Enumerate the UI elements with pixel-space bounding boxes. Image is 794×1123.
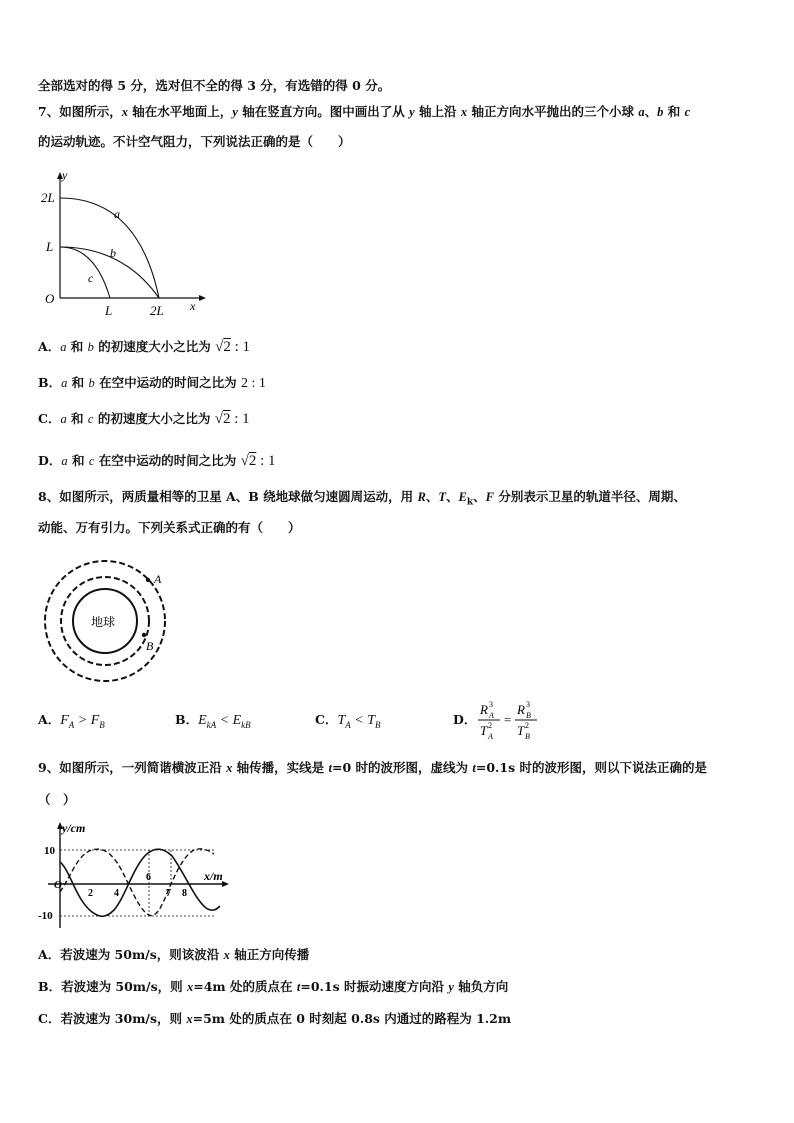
q8-option-d-formula[interactable] (476, 697, 546, 743)
q9-dashed-wave (60, 849, 214, 916)
q9-tick-10: 10 (44, 845, 55, 857)
svg-text:3: 3 (526, 700, 530, 709)
q9-stem-line-2: （ ） (38, 792, 76, 807)
q7-curve-c (60, 247, 110, 298)
q7-tick-2L-x: 2L (150, 303, 164, 318)
q9-wave-figure (36, 820, 236, 932)
svg-text:A: A (489, 711, 494, 720)
svg-text:R: R (480, 702, 488, 717)
q8-stem-line-2: 动能、万有引力。下列关系式正确的有（ ） (38, 520, 301, 535)
q7-stem-line-2: 的运动轨迹。不计空气阻力，下列说法正确的是（ ） (38, 134, 351, 149)
q8-option-b[interactable]: B．$E_{kA} < E_{kB}$ (175, 712, 251, 730)
q9-option-c[interactable]: C．若波速为 30m/s，则 x=5m 处的质点在 0 时刻起 0.8s 内通过的路程为 1.2m (38, 1011, 512, 1026)
q8-earth-label: 地球 (91, 615, 116, 629)
svg-text:2: 2 (488, 721, 492, 730)
q9-solid-wave (60, 849, 220, 916)
q9-origin: O (54, 879, 62, 891)
q7-curve-c-label: c (88, 271, 94, 285)
q7-tick-L-x: L (105, 303, 113, 318)
svg-text:A: A (488, 732, 493, 741)
q9-tick-neg10: -10 (38, 910, 53, 922)
svg-text:T: T (480, 723, 488, 738)
q8-satellite-a (146, 578, 150, 582)
q7-origin: O (45, 291, 55, 306)
svg-text:R: R (517, 702, 525, 717)
q8-orbit-figure (40, 558, 175, 688)
q9-tick-7: 7 (166, 888, 171, 899)
intro-text: 全部选对的得 5 分，选对但不全的得 3 分，有选错的得 0 分。 (38, 78, 391, 93)
q9-tick-2: 2 (88, 888, 93, 899)
q9-option-a[interactable]: A．若波速为 50m/s，则该波沿 x 轴正方向传播 (38, 947, 310, 962)
q7-option-a[interactable]: A．a 和 b 的初速度大小之比为 √2 : 1 (38, 339, 251, 355)
q7-curve-a-label: a (114, 207, 120, 221)
q8-option-a[interactable]: A．$F_A > F_B$ (38, 712, 105, 730)
q9-stem-line-1: 9、如图所示，一列简谐横波正沿 x 轴传播，实线是 t=0 时的波形图，虚线为 t=0.1s 时的波形图，则以下说法正确的是 (38, 760, 708, 775)
q7-y-label: y (62, 168, 68, 182)
q7-trajectory-figure (38, 170, 218, 320)
q8-stem-line-1: 8、如图所示，两质量相等的卫星 A、B 绕地球做匀速圆周运动，用 R、T、$E_k$、F 分别表示卫星的轨道半径、周期、 (38, 489, 686, 508)
q7-option-c[interactable]: C．a 和 c 的初速度大小之比为 √2 : 1 (38, 411, 250, 427)
svg-text:2: 2 (525, 721, 529, 730)
q8-label-b: B (146, 639, 154, 653)
svg-text:T: T (517, 723, 525, 738)
q8-label-a: A (154, 572, 162, 586)
svg-text:3: 3 (489, 700, 493, 709)
q7-tick-L-y: L (46, 239, 54, 254)
q7-tick-2L-y: 2L (41, 190, 55, 205)
q9-option-b[interactable]: B．若波速为 50m/s，则 x=4m 处的质点在 t=0.1s 时振动速度方向沿 y 轴负方向 (38, 979, 509, 994)
q8-satellite-b (142, 633, 146, 637)
q9-tick-8: 8 (182, 888, 187, 899)
svg-text:B: B (525, 732, 530, 741)
q9-tick-4: 4 (114, 888, 119, 899)
q9-tick-6: 6 (146, 872, 151, 883)
q7-x-label: x (190, 299, 196, 313)
q7-stem-line-1: 7、如图所示，x 轴在水平地面上，y 轴在竖直方向。图中画出了从 y 轴上沿 x 轴正方向水平抛出的三个小球 a、b 和 c (38, 104, 691, 119)
q9-x-label: x/m (204, 869, 223, 883)
svg-text:=: = (504, 712, 512, 727)
q9-y-label: y/cm (62, 821, 86, 835)
svg-text:B: B (526, 711, 531, 720)
q8-option-d-label[interactable]: D． (453, 712, 477, 727)
q7-option-d[interactable]: D．a 和 c 在空中运动的时间之比为 √2 : 1 (38, 453, 276, 469)
q7-option-b[interactable]: B．a 和 b 在空中运动的时间之比为 2 : 1 (38, 375, 266, 391)
q7-curve-b-label: b (110, 246, 116, 260)
q8-option-c[interactable]: C．$T_A < T_B$ (315, 712, 381, 730)
